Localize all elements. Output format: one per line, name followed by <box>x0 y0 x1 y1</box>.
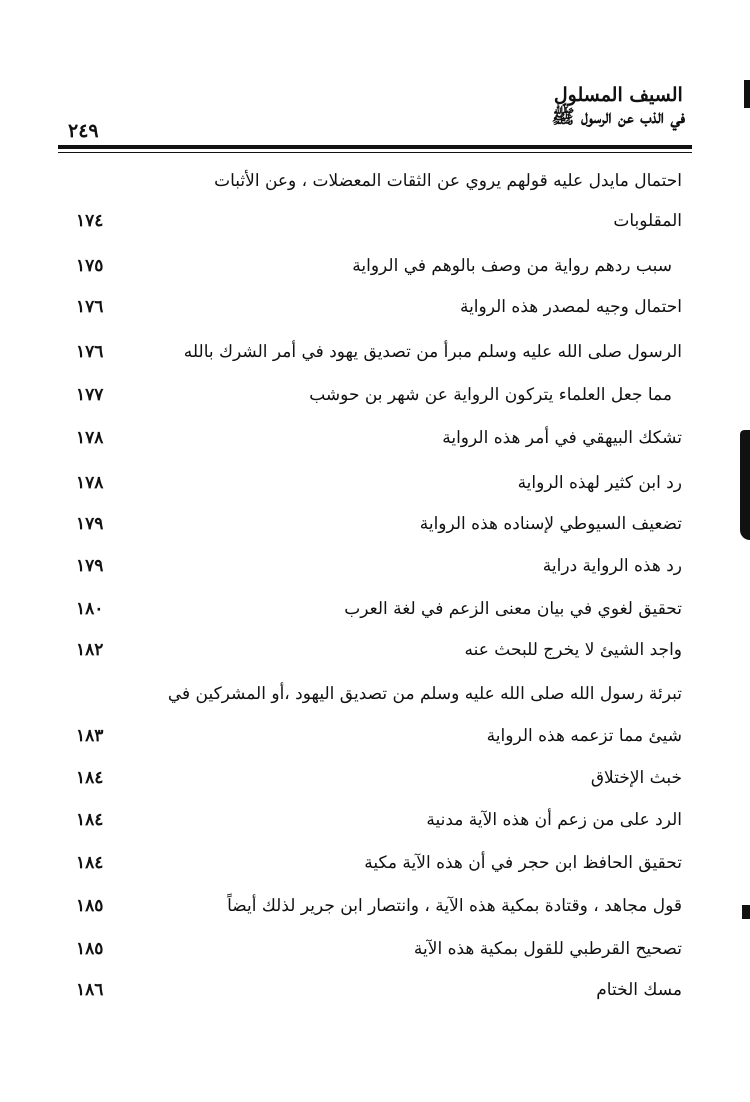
toc-entry-page: ١٧٨ <box>76 473 104 493</box>
header-rule-thin <box>58 152 692 153</box>
book-title <box>552 84 685 128</box>
toc-entry-text: سبب ردهم رواية من وصف بالوهم في الرواية <box>352 256 672 276</box>
toc-entry-page: ١٧٧ <box>76 385 104 405</box>
toc-entry-text: الرسول صلى الله عليه وسلم مبرأ من تصديق يهود في أمر الشرك بالله <box>183 342 682 362</box>
toc-entry-text: تحقيق الحافظ ابن حجر في أن هذه الآية مكية <box>364 853 682 873</box>
toc-entry-text: شيئ مما تزعمه هذه الرواية <box>486 726 682 746</box>
toc-entry-page: ١٨٢ <box>76 640 104 660</box>
toc-entry-page: ١٧٩ <box>76 514 104 534</box>
toc-entry-page: ١٨٦ <box>76 980 104 1000</box>
toc-entry-page <box>76 677 136 711</box>
scan-edge-mark <box>744 80 750 108</box>
toc-entry-text: الرد على من زعم أن هذه الآية مدنية <box>426 810 682 830</box>
toc-entry-page: ١٧٩ <box>76 556 104 576</box>
toc-entry-text: رد هذه الرواية دراية <box>542 556 682 576</box>
page-number: ٢٤٩ <box>68 120 99 142</box>
toc-entry-text: قول مجاهد ، وقتادة بمكية هذه الآية ، وانتصار ابن جرير لذلك أيضاً <box>227 896 682 916</box>
toc-entry-text: احتمال وجيه لمصدر هذه الرواية <box>459 297 682 317</box>
toc-entry-page: ١٧٥ <box>76 256 104 276</box>
scan-edge-shadow <box>740 430 750 540</box>
toc-entry-text: تضعيف السيوطي لإسناده هذه الرواية <box>419 514 682 534</box>
toc-entry-page: ١٧٨ <box>76 428 104 448</box>
toc-entry-page: ١٨٠ <box>76 599 104 619</box>
toc-entry-page <box>76 164 136 198</box>
toc-entry-text: واجد الشيئ لا يخرج للبحث عنه <box>464 640 682 660</box>
toc-entry-text: رد ابن كثير لهذه الرواية <box>517 473 682 493</box>
toc-entry-page: ١٨٤ <box>76 810 104 830</box>
book-title-line2: في الذب عن الرسول ﷺ <box>551 106 685 128</box>
toc-entry-text: تصحيح القرطبي للقول بمكية هذه الآية <box>413 939 682 959</box>
toc-entry-text: مما جعل العلماء يتركون الرواية عن شهر بن حوشب <box>309 385 672 405</box>
toc-entry-page: ١٨٤ <box>76 768 104 788</box>
toc-entry-page: ١٨٣ <box>76 726 104 746</box>
toc-entry-page: ١٨٥ <box>76 939 104 959</box>
toc-entry-text: تشكك البيهقي في أمر هذه الرواية <box>442 428 682 448</box>
toc-entry-page: ١٧٦ <box>76 342 104 362</box>
toc-entry-text: تبرئة رسول الله صلى الله عليه وسلم من تصديق اليهود ،أو المشركين في <box>167 684 682 704</box>
toc-entry-page: ١٨٤ <box>76 853 104 873</box>
toc-entry-text: مسك الختام <box>596 980 682 1000</box>
toc-entry-text: احتمال مايدل عليه قولهم يروي عن الثقات المعضلات ، وعن الأثبات <box>214 171 682 191</box>
toc-entry-page: ١٨٥ <box>76 896 104 916</box>
toc-entry-text: المقلوبات <box>613 211 682 231</box>
page-header <box>0 0 750 160</box>
toc-entry-text: خبث الإختلاق <box>590 768 682 788</box>
header-rule-thick <box>58 145 692 149</box>
scan-edge-mark <box>742 905 750 919</box>
book-title-line1: السيف المسلول <box>553 84 683 106</box>
toc-entry-text: تحقيق لغوي في بيان معنى الزعم في لغة العرب <box>344 599 682 619</box>
toc-entry-page: ١٧٤ <box>76 211 104 231</box>
toc-entry-page: ١٧٦ <box>76 297 104 317</box>
